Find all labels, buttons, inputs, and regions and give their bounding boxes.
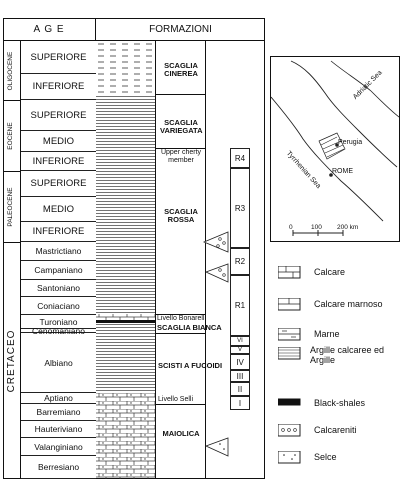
age-cell: MEDIO	[21, 131, 96, 152]
zone-vi: VI	[230, 336, 250, 346]
age-cell: Cenomaniano	[21, 329, 96, 333]
formazioni-header: FORMAZIONI	[96, 18, 265, 41]
age-cell: SUPERIORE	[21, 41, 96, 74]
age-cell: Berresiano	[21, 456, 96, 479]
formation-maiolica: MAIOLICA	[162, 429, 200, 438]
epoch-divider-paleocene	[3, 242, 21, 243]
formation-divider	[156, 404, 206, 405]
age-header: A G E	[3, 18, 96, 41]
map-label-perugia: Perugia	[338, 139, 363, 146]
lithology-column	[96, 41, 156, 479]
zone-iv: IV	[230, 354, 250, 370]
formation-column	[156, 41, 206, 479]
legend-swatch-calcareniti	[278, 424, 302, 438]
zone-iii: III	[230, 370, 250, 382]
map-label-rome: ROME	[332, 168, 353, 175]
formation-scaglia-cinerea: SCAGLIA CINEREA	[164, 61, 198, 78]
legend-swatch-black-shales	[278, 397, 302, 411]
epoch-cretaceo: CRETACEO	[6, 329, 17, 393]
age-cell: Turoniano	[21, 315, 96, 329]
age-cell: Mastrictiano	[21, 242, 96, 261]
age-cell: Hauteriviano	[21, 421, 96, 438]
formation-scaglia-rossa: SCAGLIA ROSSA	[164, 207, 198, 224]
map-scale-200km: 200 km	[337, 224, 359, 231]
calcareniti-marker	[200, 228, 230, 288]
zone-ii: II	[230, 382, 250, 396]
legend-label-black-shales: Black-shales	[314, 398, 366, 408]
epoch-divider-eocene	[3, 171, 21, 172]
formation-scisti-a-fucoidi: SCISTI A FUCOIDI	[158, 361, 223, 370]
zone-r4: R4	[230, 148, 250, 168]
formation-scaglia-variegata: SCAGLIA VARIEGATA	[160, 118, 203, 135]
formation-divider	[156, 94, 206, 95]
age-cell: Campaniano	[21, 261, 96, 280]
legend-swatch-calcare	[278, 266, 302, 280]
age-cell: Santoniano	[21, 280, 96, 297]
formation-divider	[156, 333, 206, 334]
age-cell: Aptiano	[21, 393, 96, 404]
age-cell: INFERIORE	[21, 152, 96, 171]
zone-r1: R1	[230, 275, 250, 336]
map-scale-100: 100	[311, 224, 322, 231]
age-cell: Barremiano	[21, 404, 96, 421]
formation-upper-cherty-member: Upper cherty member	[160, 149, 202, 164]
selce-marker	[204, 436, 230, 460]
italy-map-svg	[271, 57, 399, 241]
age-cell: Valanginiano	[21, 438, 96, 456]
map-label-tyrrhenian-sea: Tyrrhenian Sea	[284, 150, 322, 190]
map-scale-0: 0	[289, 224, 293, 231]
age-cell: INFERIORE	[21, 74, 96, 100]
legend-swatch-selce	[278, 451, 302, 465]
age-cell: Coniaciano	[21, 297, 96, 315]
age-cell: SUPERIORE	[21, 171, 96, 197]
zone-r2: R2	[230, 248, 250, 275]
map-label-adriatic-sea: Adriatic Sea	[352, 69, 384, 101]
age-cell: SUPERIORE	[21, 100, 96, 131]
legend-label-argille: Argille calcaree ed Argille	[310, 345, 385, 365]
legend-swatch-argille	[278, 347, 302, 361]
legend-swatch-calcare-marnoso	[278, 298, 302, 312]
epoch-paleocene: PALEOCENE	[7, 187, 14, 227]
legend-label-calcareniti: Calcareniti	[314, 425, 357, 435]
zone-r3: R3	[230, 168, 250, 248]
formation-livello-bonarelli: Livello Bonarelli	[157, 315, 207, 322]
formation-scaglia-bianca: SCAGLIA BIANCA	[157, 323, 222, 332]
lithology-pattern	[96, 41, 156, 479]
legend-label-calcare-marnoso: Calcare marnoso	[314, 299, 383, 309]
legend-label-calcare: Calcare	[314, 267, 346, 277]
age-cell: Albiano	[21, 333, 96, 393]
legend-label-selce: Selce	[314, 452, 337, 462]
epoch-eocene: EOCENE	[7, 122, 14, 150]
legend-label-marne: Marne	[314, 329, 340, 339]
age-cell: INFERIORE	[21, 222, 96, 242]
epoch-oligocene: OLIGOCENE	[7, 51, 14, 91]
legend-swatch-marne	[278, 328, 302, 342]
zone-v: V	[230, 346, 250, 354]
zone-i: I	[230, 396, 250, 410]
formation-livello-selli: Livello Selli	[158, 396, 194, 403]
age-cell: MEDIO	[21, 197, 96, 222]
